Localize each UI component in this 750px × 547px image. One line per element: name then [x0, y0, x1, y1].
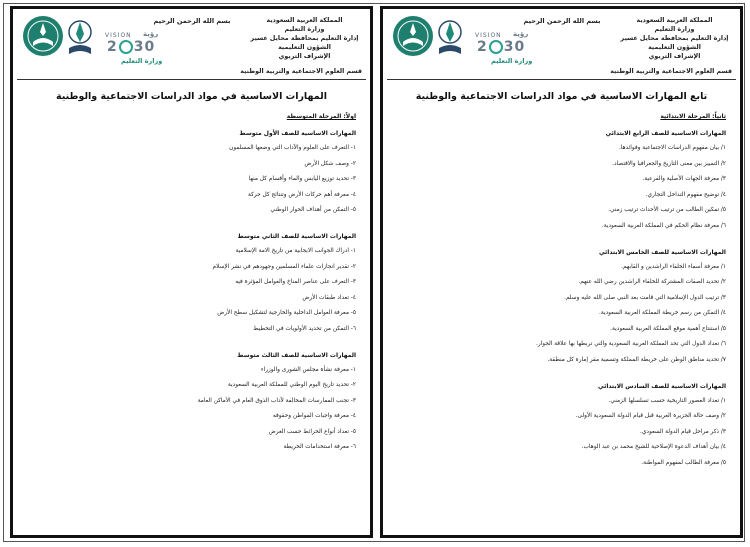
- page-title: تابع المهارات الاساسية في مواد الدراسات الاجتماعية والوطنية: [415, 91, 708, 102]
- ministry-line: الشؤون التعليمية: [278, 44, 331, 51]
- header-divider: [387, 79, 736, 80]
- skill-item: ١/ معرفة أسماء الخلفاء الراشدين و القابهم.: [621, 263, 726, 270]
- pen-emblem-icon: [65, 18, 95, 58]
- skill-item: ٥/ استنتاج أهمية موقع المملكة العربية السعودية.: [610, 325, 726, 332]
- skill-item: ٤/ بيان أهداف الدعوة الإصلاحية للشيخ محمد بن عبد الوهاب.: [581, 444, 726, 450]
- page-header: [387, 12, 736, 78]
- skill-item: ٢- تحديد تاريخ اليوم الوطني للمملكة العربية السعودية: [227, 382, 356, 388]
- ministry-line: المملكة العربية السعودية: [266, 17, 343, 24]
- page-header: [17, 12, 366, 78]
- skill-item: ٢/ تحديد الصفات المشتركة للخلفاء الراشدين رضي الله عنهم.: [578, 279, 726, 285]
- grade-section: [397, 249, 726, 363]
- skill-item: ٥/ معرفة الطالب لمفهوم المواطنة.: [641, 459, 726, 466]
- stage-heading: ثانياً: المرحلة الابتدائية: [660, 113, 726, 120]
- skills-content: [397, 113, 726, 486]
- skill-item: ٥- معرفة العوامل الداخلية والخارجية لتشكيل سطح الأرض: [217, 310, 356, 316]
- skill-item: ١- التعرف على العلوم والآداب التي وضعها المسلمون: [229, 145, 356, 151]
- skill-item: ٤- معرفة واجبات المواطن وحقوقه: [272, 413, 356, 419]
- grade-section: [397, 383, 726, 466]
- skill-item: ٢/ التمييز بين معنى التاريخ والجغرافيا والاقتصاد.: [612, 160, 726, 167]
- skill-item: ٢- تقدير انجازات علماء المسلمين وجهودهم في نشر الإسلام: [212, 263, 356, 270]
- ministry-line: المملكة العربية السعودية: [636, 17, 713, 24]
- skill-item: ٦/ تعداد الدول التي تحد المملكة العربية السعودية والتي تربطها بها علاقة الجوار.: [535, 341, 726, 347]
- skill-item: ٦- التمكن من تحديد الأولويات في التخطيط: [253, 325, 356, 332]
- skill-item: ٥- التمكن من أهداف الحوار الوطني: [270, 207, 356, 213]
- skill-item: ٤/ توضيح مفهوم التداخل التجاري.: [645, 191, 726, 198]
- document-page-primary: [380, 6, 743, 538]
- stage-heading: اولاً: المرحلة المتوسطة: [286, 113, 356, 120]
- skill-item: ٤- تعداد طبقات الأرض: [302, 294, 356, 301]
- ministry-block: [247, 16, 362, 61]
- ministry-line: وزارة التعليم: [284, 26, 325, 33]
- skill-item: ٧/ تحديد مناطق الوطن على خريطة المملكة وتسمية مقر إمارة كل منطقة.: [547, 356, 726, 363]
- skill-item: ٢/ وصف حالة الجزيرة العربية قبل قيام الدولة السعودية الأولى.: [575, 413, 726, 419]
- skill-item: ٤/ التمكن من رسم خريطة المملكة العربية السعودية.: [599, 310, 726, 316]
- skill-item: ٢- وصف شكل الأرض: [304, 160, 356, 167]
- skill-item: ٥- تعداد أنواع الخرائط حسب الغرض: [268, 428, 356, 435]
- section-title: المهارات الاساسية للصف الثاني متوسط: [237, 233, 356, 240]
- ministry-line: وزارة التعليم: [654, 26, 695, 33]
- grade-section: [397, 130, 726, 229]
- skill-item: ١/ بيان مفهوم الدراسات الاجتماعية وفوائدها.: [618, 145, 726, 151]
- skill-item: ٥/ تمكين الطالب من ترتيب الأحداث ترتيب زمني.: [608, 207, 726, 213]
- skills-content: [27, 113, 356, 470]
- basmala: بسم الله الرحمن الرحيم: [153, 17, 231, 25]
- grade-section: [27, 130, 356, 213]
- section-title: المهارات الاساسية للصف الخامس الابتدائي: [598, 248, 726, 256]
- skill-item: ٣- تحديد توزيع اليابس والماء وأقسام كل منها: [248, 176, 356, 182]
- skill-item: ٣/ معرفة الجهات الأصلية والفرعية.: [642, 176, 726, 182]
- document-page-secondary: [10, 6, 373, 538]
- ministry-line: الإشراف التربوي: [648, 53, 701, 60]
- skill-item: ٣- تجنب الممارسات المخالفة لآداب الذوق العام في الأماكن العامة: [197, 397, 356, 404]
- skill-item: ١/ تعداد العصور التاريخية حسب تسلسلها الزمني.: [608, 397, 726, 404]
- skill-item: ٣/ ذكر مراحل قيام الدولة السعودي.: [640, 428, 726, 435]
- section-title: المهارات الاساسية للصف السادس الابتدائي: [598, 382, 726, 390]
- department-label: قسم العلوم الاجتماعية والتربية الوطنية: [610, 68, 732, 75]
- skill-item: ١- معرفة نشأة مجلس الشورى والوزراء: [260, 366, 356, 373]
- skill-item: ٣/ ترتيب الدول الإسلامية التي قامت بعد النبي صلى الله عليه وسلم.: [564, 294, 726, 301]
- skill-item: ٤- معرفة أهم حركات الأرض وتنتائج كل حركة: [248, 191, 356, 198]
- education-emblem-icon: [391, 14, 435, 60]
- ministry-block: [617, 16, 732, 61]
- basmala: بسم الله الرحمن الرحيم: [523, 17, 601, 25]
- grade-section: [27, 352, 356, 451]
- ministry-line: إدارة التعليم بمحافظة محايل عسير: [620, 35, 729, 42]
- grade-section: [27, 233, 356, 332]
- ministry-line: الشؤون التعليمية: [648, 44, 701, 51]
- ministry-line: الإشراف التربوي: [278, 53, 331, 60]
- education-emblem-icon: [21, 14, 65, 60]
- page-title: المهارات الاساسية في مواد الدراسات الاجتماعية والوطنية: [56, 91, 327, 102]
- skill-item: ٦/ معرفة نظام الحكم في المملكة العربية السعودية.: [601, 222, 726, 229]
- section-title: المهارات الاساسية للصف الأول متوسط: [239, 130, 356, 137]
- department-label: قسم العلوم الاجتماعية والتربية الوطنية: [240, 68, 362, 75]
- vision-2030-logo: VISION رؤية 2 30 وزارة التعليم: [475, 30, 533, 65]
- header-divider: [17, 79, 366, 80]
- pen-emblem-icon: [435, 18, 465, 58]
- section-title: المهارات الاساسية للصف الثالث متوسط: [237, 351, 356, 359]
- vision-2030-logo: VISION رؤية 2 30 وزارة التعليم: [105, 30, 163, 65]
- skill-item: ٣- التعرف على عناصر المناخ والعوامل المؤثرة فيه: [235, 279, 356, 285]
- ministry-line: إدارة التعليم بمحافظة محايل عسير: [250, 35, 359, 42]
- skill-item: ٦- معرفة استخدامات الخريطة: [283, 444, 356, 450]
- section-title: المهارات الاساسية للصف الرابع الابتدائي: [605, 130, 726, 137]
- skill-item: ١- ادراك الجوانب الايجابية من تاريخ الامة الإسلامية: [235, 248, 356, 254]
